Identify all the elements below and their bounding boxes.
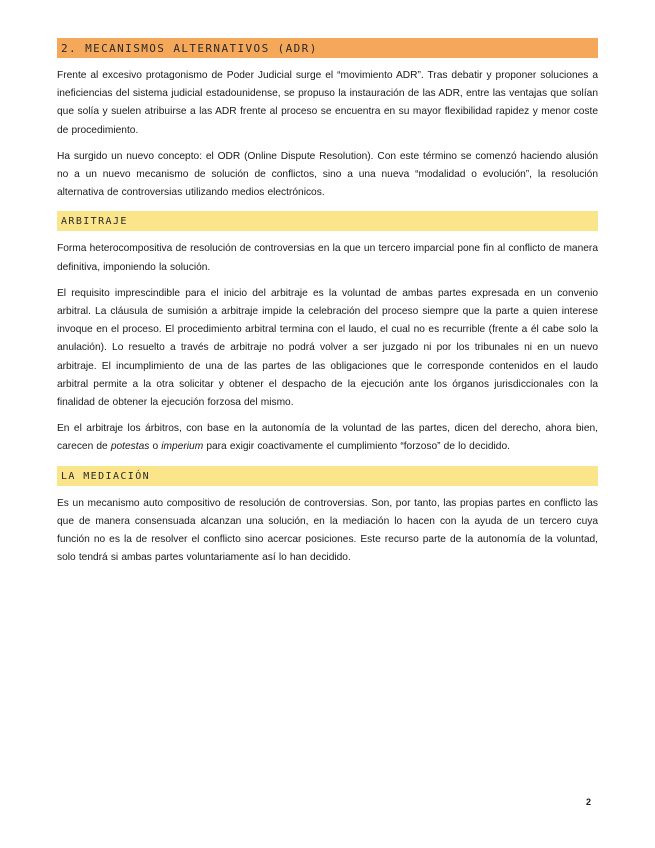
paragraph-arbitraje-requisito: El requisito imprescindible para el inicio del arbitraje es la voluntad de ambas partes expresada en un convenio arbitral. La cláusula de sumisión a arbitraje impide la celebración del proceso siempre que la parte a quien interese invoque en el proceso. El procedimiento arbitral termina con el laudo, el cual no es recurrible (frente a él cabe solo la anulación). Lo resuelto a través de arbitraje no podrá volver a ser juzgado ni por los tribunales ni en un nuevo arbitraje. El incumplimiento de una de las partes de las obligaciones que le corresponde contenidos en el laudo arbitral permite a la otra solicitar y obtener el despacho de la ejecución ante los órganos jurisdiccionales con la finalidad de obtener la ejecución forzosa del mismo. bbox=[57, 287, 598, 409]
section-heading-mediacion: LA MEDIACIÓN bbox=[57, 466, 598, 486]
paragraph-mediacion: Es un mecanismo auto compositivo de resolución de controversias. Son, por tanto, las propias partes en conflicto las que de manera consensuada alcanzan una solución, en la mediación lo hacen con la ayuda de un tercero cuya función no es la de resolver el conflicto sino acercar posiciones. Este recurso parte de la autonomía de la voluntad, solo tendrá si ambas partes voluntariamente así lo han decidido. bbox=[57, 497, 598, 564]
paragraph-odr: Ha surgido un nuevo concepto: el ODR (Online Dispute Resolution). Con este término se comenzó haciendo alusión no a un nuevo mecanismo de solución de conflictos, sino a una nueva “modalidad o evolución”, la resolución alternativa de controversias utilizando medios electrónicos. bbox=[57, 150, 598, 199]
text-segment: o bbox=[149, 441, 162, 453]
text-segment: En el arbitraje los árbitros, con base en la autonomía de la voluntad de las partes, dicen del derecho, ahora bien, carecen de bbox=[57, 423, 598, 453]
section-heading-arbitraje: ARBITRAJE bbox=[57, 211, 598, 231]
page-number: 2 bbox=[586, 797, 592, 807]
text-segment: para exigir coactivamente el cumplimiento “forzoso” de lo decidido. bbox=[203, 441, 510, 453]
italic-term-imperium: imperium bbox=[161, 441, 204, 453]
italic-term-potestas: potestas bbox=[110, 441, 150, 453]
document-page bbox=[57, 38, 598, 567]
paragraph-adr-intro: Frente al excesivo protagonismo de Poder Judicial surge el “movimiento ADR”. Tras debatir y proponer soluciones a ineficiencias del sistema judicial estadounidense, se propuso la instauración de las ADR, entre las ventajas que solían que solía y suelen atribuirse a las ADR frente al proceso se encuentra en su mayor flexibilidad rapidez y menor coste de procedimiento. bbox=[57, 70, 598, 136]
paragraph-arbitraje-arbitros bbox=[57, 420, 598, 456]
paragraph-arbitraje-definition: Forma heterocompositiva de resolución de controversias en la que un tercero imparcial pone fin al conflicto de manera definitiva, imponiendo la solución. bbox=[57, 243, 598, 273]
section-heading-adr: 2. MECANISMOS ALTERNATIVOS (ADR) bbox=[57, 38, 598, 58]
